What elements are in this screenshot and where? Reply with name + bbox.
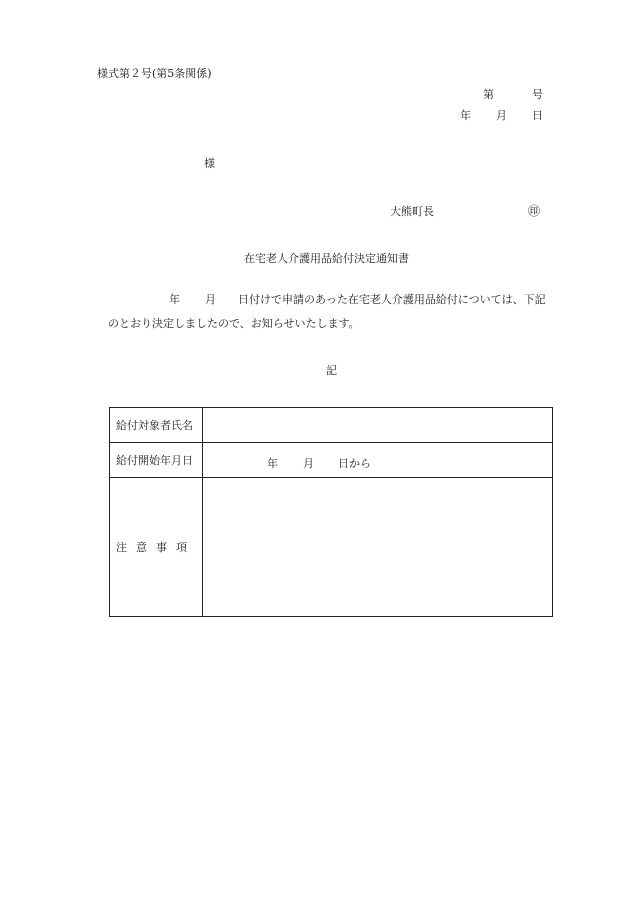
body-text: 日付けで申請のあった在宅老人介護用品給付については、下記 [238, 293, 546, 306]
addressee-honorific: 様 [204, 157, 215, 170]
seal-mark: ㊞ [528, 204, 541, 218]
ki-heading: 記 [326, 364, 337, 377]
document-number-prefix: 第 [483, 88, 494, 101]
issue-date-year: 年 [460, 109, 471, 122]
start-date-value [203, 443, 553, 478]
start-date-label: 給付開始年月日 [110, 443, 203, 478]
table-row [110, 443, 553, 478]
body-paragraph-line-2: のとおり決定しましたので、お知らせいたします。 [108, 317, 360, 330]
issue-date-day: 日 [532, 109, 543, 122]
notes-value [203, 478, 553, 617]
document-title: 在宅老人介護用品給付決定通知書 [244, 252, 409, 265]
form-number: 様式第２号(第5条関係) [97, 67, 212, 80]
issue-date-month: 月 [496, 109, 507, 122]
table-row [110, 478, 553, 617]
table-row [110, 408, 553, 443]
start-date-month: 月 [303, 457, 314, 470]
start-date-day: 日から [338, 457, 371, 470]
document-number-suffix: 号 [532, 88, 543, 101]
notes-label: 注意事項 [110, 478, 203, 617]
recipient-name-label: 給付対象者氏名 [110, 408, 203, 443]
body-month: 月 [205, 293, 216, 306]
body-year: 年 [169, 293, 180, 306]
recipient-name-value [203, 408, 553, 443]
info-table [109, 407, 553, 617]
start-date-year: 年 [267, 457, 278, 470]
issuer-name: 大熊町長 [390, 205, 434, 218]
